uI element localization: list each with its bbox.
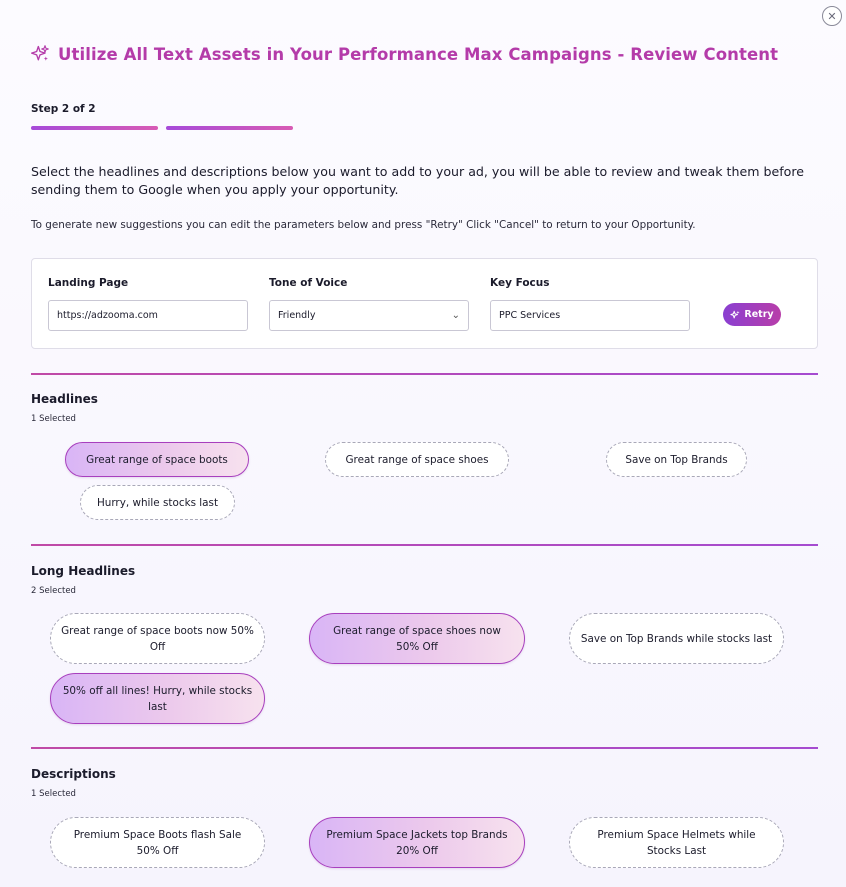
description-option-text: Premium Space Helmets while Stocks Last [597,828,756,857]
hint-text: To generate new suggestions you can edit the parameters below and press "Retry" Click "Cancel" to return to your Opportunity. [31,219,696,231]
key-focus-group [490,277,561,321]
headline-option[interactable] [325,442,509,477]
landing-page-input[interactable] [48,300,248,331]
landing-page-value: https://adzooma.com [57,310,158,321]
headline-option[interactable] [606,442,747,477]
dialog-header [30,44,778,64]
descriptions-selected-count: 1 Selected [31,789,76,799]
descriptions-title: Descriptions [31,767,116,781]
landing-page-group [48,277,158,321]
description-option[interactable] [50,817,265,868]
headline-option-text: Great range of space shoes [345,453,489,466]
description-option-text: Premium Space Jackets top Brands 20% Off [326,828,508,857]
tone-of-voice-select[interactable] [269,300,469,331]
long-headline-option-text: 50% off all lines! Hurry, while stocks last [62,684,253,713]
chevron-down-icon: ⌄ [451,310,460,321]
description-option-text: Premium Space Boots flash Sale 50% Off [73,828,242,857]
section-divider [31,544,818,546]
tone-of-voice-label: Tone of Voice [269,277,348,289]
parameters-card [31,258,818,349]
tone-of-voice-group [269,277,460,321]
long-headline-option[interactable] [50,673,265,724]
section-divider [31,747,818,749]
sparkle-icon [730,310,740,320]
headline-option-text: Save on Top Brands [625,453,728,466]
long-headlines-selected-count: 2 Selected [31,586,76,596]
headline-option[interactable] [65,442,249,477]
tone-of-voice-value: Friendly [278,310,316,321]
long-headline-option-text: Great range of space boots now 50% Off [61,624,254,653]
step-progress-2 [166,126,293,130]
page-title: Utilize All Text Assets in Your Performance Max Campaigns - Review Content [58,44,779,64]
long-headline-option-text: Save on Top Brands while stocks last [580,632,773,645]
description-option[interactable] [309,817,525,868]
retry-label: Retry [744,309,774,320]
long-headline-option-text: Great range of space shoes now 50% Off [333,624,501,653]
headline-option-text: Hurry, while stocks last [96,496,219,509]
sparkle-icon [30,44,50,64]
headline-option[interactable] [80,485,235,520]
retry-button[interactable] [723,303,781,326]
long-headline-option[interactable] [569,613,784,664]
close-icon: ✕ [827,9,837,23]
section-divider [31,373,818,375]
key-focus-value: PPC Services [499,310,561,321]
close-button[interactable] [822,6,842,26]
key-focus-input[interactable] [490,300,690,331]
intro-text: Select the headlines and descriptions below you want to add to your ad, you will be able to review and tweak them before sending them to Google when you apply your opportunity. [31,164,805,197]
long-headline-option[interactable] [309,613,525,664]
key-focus-label: Key Focus [490,277,550,289]
headlines-selected-count: 1 Selected [31,414,76,424]
landing-page-label: Landing Page [48,277,129,289]
long-headline-option[interactable] [50,613,265,664]
headline-option-text: Great range of space boots [86,453,228,466]
description-option[interactable] [569,817,784,868]
step-indicator: Step 2 of 2 [31,103,96,115]
step-progress-1 [31,126,158,130]
long-headlines-title: Long Headlines [31,564,136,578]
headlines-title: Headlines [31,392,98,406]
